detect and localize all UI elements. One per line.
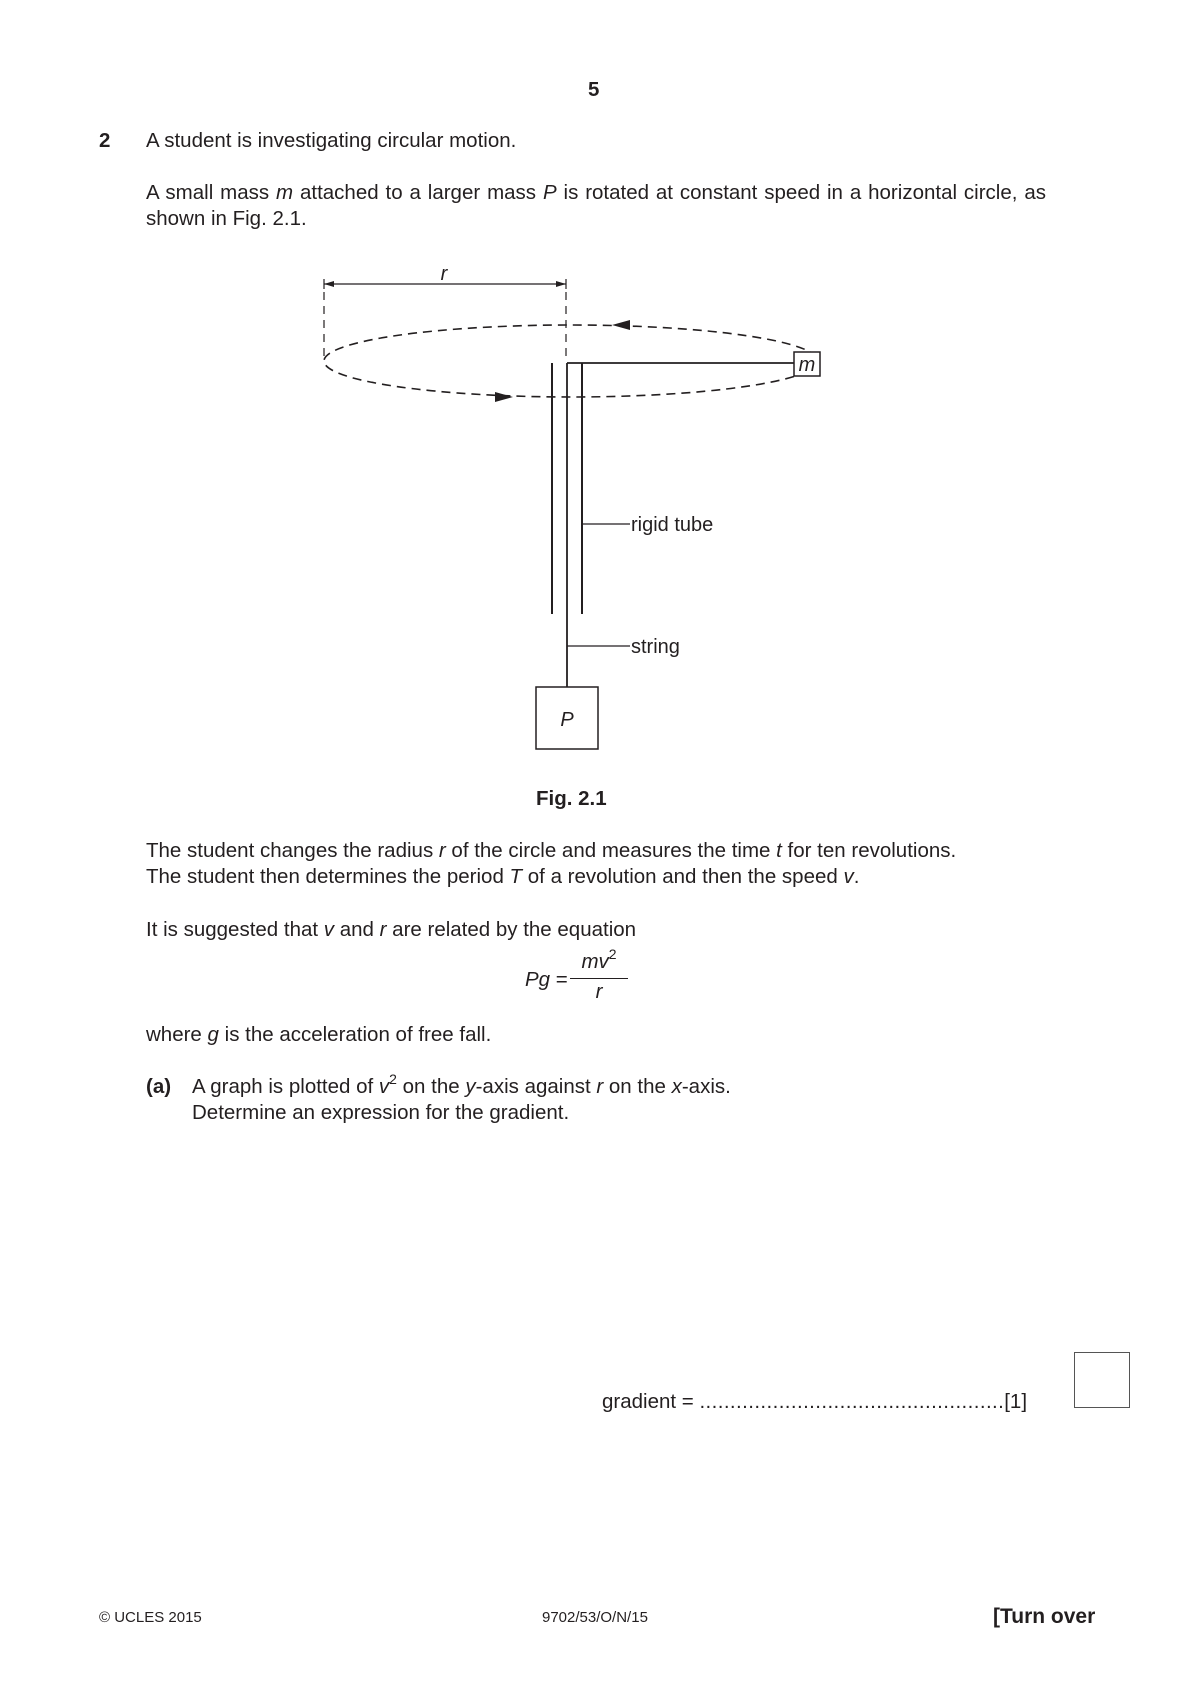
page-number: 5 — [588, 78, 600, 101]
part-a-label: (a) — [146, 1075, 172, 1098]
radius-arrow-right — [556, 281, 566, 287]
turn-over: [Turn over — [993, 1605, 1096, 1628]
question-number: 2 — [99, 129, 111, 152]
direction-arrow-bottom — [495, 392, 513, 402]
circular-motion-diagram — [300, 250, 840, 760]
radius-arrow-left — [324, 281, 334, 287]
var-P: P — [542, 181, 557, 204]
rigid-tube-label: rigid tube — [631, 514, 714, 536]
radius-label: r — [440, 263, 448, 285]
gradient-answer-line[interactable] — [602, 1390, 1027, 1414]
measurement-line-1: The student changes the radius r of the circle and measures the time t for ten revolutions. — [146, 839, 957, 862]
footer-copyright: © UCLES 2015 — [99, 1609, 202, 1626]
part-a-line-1: A graph is plotted of $v^2$ on the y-axis against r on the x-axis. — [192, 1071, 731, 1098]
footer-paper-code: 9702/53/O/N/15 — [542, 1609, 648, 1626]
figure-caption: Fig. 2.1 — [536, 787, 607, 810]
marks-label: [1] — [1004, 1390, 1028, 1413]
var-m: m — [276, 181, 294, 204]
part-a-line-2: Determine an expression for the gradient. — [192, 1101, 570, 1124]
direction-arrow-top — [612, 320, 630, 330]
equation-denominator: r — [595, 980, 603, 1003]
examiner-mark-box[interactable] — [1074, 1352, 1130, 1408]
circular-path — [324, 325, 818, 397]
equation-fraction — [564, 946, 634, 1003]
small-mass-label: m — [798, 354, 816, 376]
where-statement: where g is the acceleration of free fall. — [146, 1023, 492, 1046]
string-label: string — [631, 636, 680, 658]
measurement-line-2: The student then determines the period T of a revolution and then the speed v. — [146, 865, 860, 888]
answer-dots[interactable]: .................................................. — [699, 1390, 1005, 1413]
gradient-label: gradient = — [602, 1390, 694, 1413]
equation-numerator: $mv^2$ — [581, 946, 617, 973]
equation-intro: It is suggested that v and r are related by the equation — [146, 918, 637, 941]
fraction-bar — [570, 978, 628, 979]
equation-lhs: Pg = — [525, 968, 568, 991]
setup-paragraph: A small mass m attached to a larger mass P is rotated at constant speed in a horizontal circle, as shown in Fig. 2.1. — [146, 181, 1046, 230]
question-intro: A student is investigating circular motion. — [146, 129, 517, 152]
large-mass-label: P — [560, 709, 574, 731]
